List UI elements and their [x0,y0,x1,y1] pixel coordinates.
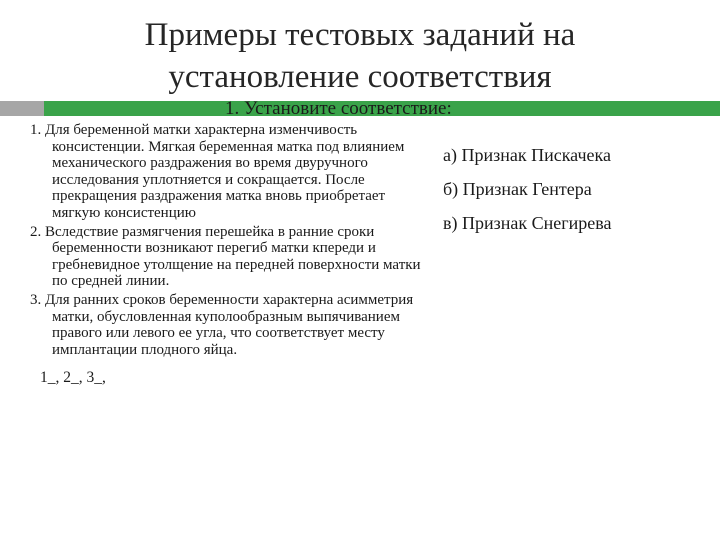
option-c: в) Признак Снегирева [443,213,612,233]
statements-list [30,122,430,387]
option-a: а) Признак Пискачека [443,145,611,165]
task-heading: 1. Установите соответствие: [225,98,452,119]
statement-item-1: 1. Для беременной матки характерна изменчивость консистенции. Мягкая беременная матка под влиянием механического раздражения во время двуручного исследования уплотняется и сокращается. После прекращения раздражения матка вновь приобретает мягкую консистенцию [30,122,405,221]
answer-template: 1_, 2_, 3_, [40,369,106,387]
statement-item-2: 2. Вследствие размягчения перешейка в ранние сроки беременности возникают перегиб матки кпереди и гребневидное утолщение на передней поверхности матки по средней линии. [30,223,421,290]
statement-item-3: 3. Для ранних сроков беременности характерна асимметрия матки, обусловленная куполообразным выпячиванием правого или левого ее угла, что соответствует месту имплантации плодного яйца. [30,291,414,358]
options-list [443,138,612,240]
title-line-1: Примеры тестовых заданий на [144,17,576,53]
title-line-2: установление соответствия [168,59,552,95]
slide-title [0,14,720,98]
side-accent-bar [0,101,44,116]
option-b: б) Признак Гентера [443,179,592,199]
